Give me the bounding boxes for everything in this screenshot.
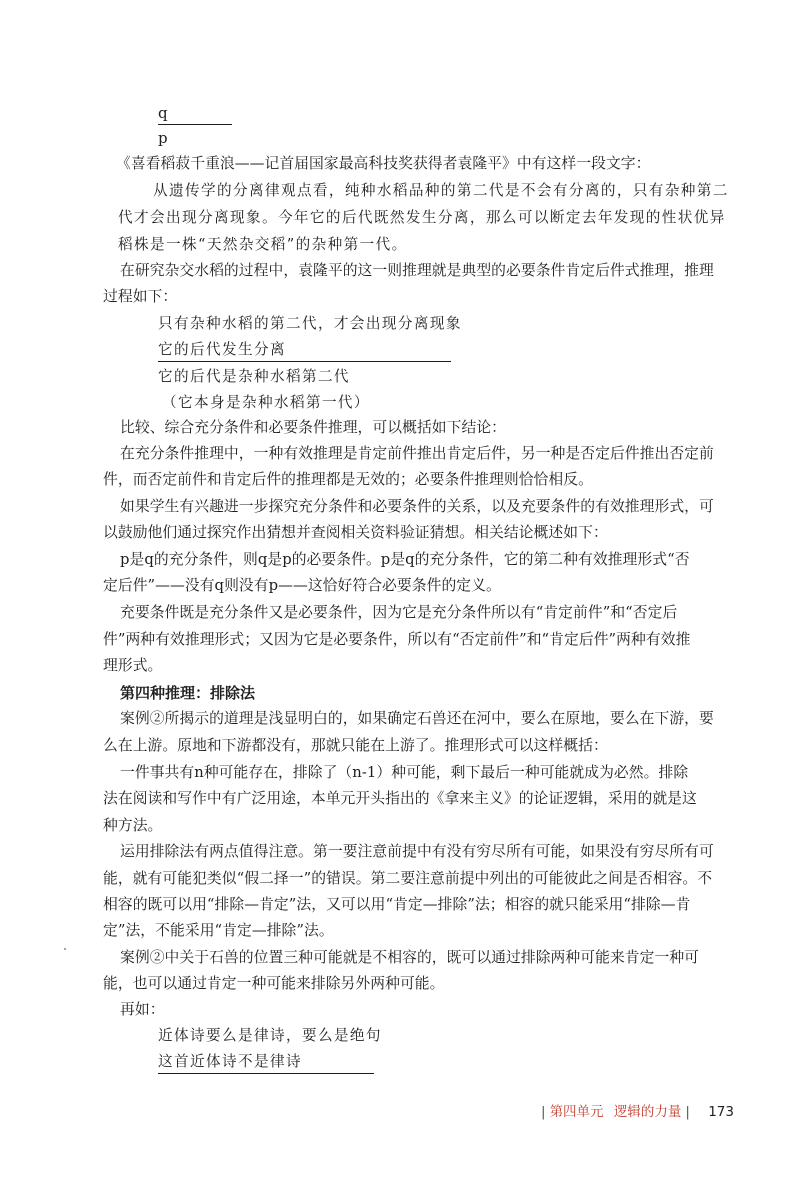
section-heading: 第四种推理：排除法 — [120, 684, 256, 702]
para9-line-1: 运用排除法有两点值得注意。第一要注意前提中有没有穷尽所有可能，如果没有穷尽所有可 — [120, 843, 714, 860]
para11: 再如： — [120, 1001, 165, 1018]
syllogism1-note: （它本身是杂种水稻第一代） — [162, 394, 370, 411]
para4-line-2: 以鼓励他们通过探究作出猜想并查阅相关资料验证猜想。相关结论概述如下： — [103, 524, 608, 541]
para1-line-2: 过程如下： — [103, 288, 178, 305]
para3-line-2: 件，而否定前件和肯定后件的推理都是无效的；必要条件推理则恰恰相反。 — [103, 471, 593, 488]
syllogism2-minor-premise: 这首近体诗不是律诗 — [158, 1052, 374, 1074]
para10-line-2: 能，也可以通过肯定一种可能来排除另外两种可能。 — [103, 975, 445, 992]
quote-line-1: 从遗传学的分离律观点看，纯种水稻品种的第二代是不会有分离的，只有杂种第二 — [153, 182, 729, 199]
quote-line-2: 代才会出现分离现象。今年它的后代既然发生分离，那么可以断定去年发现的性状优异 — [118, 209, 726, 226]
para6-line-1: 充要条件既是充分条件又是必要条件，因为它是充分条件所以有“肯定前件”和“否定后 — [120, 604, 678, 621]
para1-line-1: 在研究杂交水稻的过程中，袁隆平的这一则推理就是典型的必要条件肯定后件式推理，推理 — [120, 262, 714, 279]
source-title-line: 《喜看稻菽千重浪——记首届国家最高科技奖获得者袁隆平》中有这样一段文字： — [116, 155, 651, 172]
syllogism1-minor-premise: 它的后代发生分离 — [158, 340, 451, 362]
syllogism1-major-premise: 只有杂种水稻的第二代，才会出现分离现象 — [158, 315, 462, 332]
para5-line-2: 定后件”——没有q则没有p——这恰好符合必要条件的定义。 — [103, 577, 501, 594]
page-number: 173 — [708, 1104, 734, 1120]
para8-line-2: 法在阅读和写作中有广泛用途，本单元开头指出的《拿来主义》的论证逻辑，采用的就是这 — [103, 790, 697, 807]
scan-speck — [64, 948, 66, 950]
syllogism2-major-premise: 近体诗要么是律诗，要么是绝句 — [158, 1027, 382, 1044]
para6-line-2: 件”两种有效推理形式；又因为它是必要条件，所以有“否定前件”和“肯定后件”两种有效推 — [103, 631, 691, 648]
para8-line-1: 一件事共有n种可能存在，排除了（n-1）种可能，剩下最后一种可能就成为必然。排除 — [120, 764, 689, 781]
para7-line-2: 么在上游。原地和下游都没有，那就只能在上游了。推理形式可以这样概括： — [103, 737, 608, 754]
para6-line-3: 理形式。 — [103, 657, 163, 674]
para5-line-1: p是q的充分条件，则q是p的必要条件。p是q的充分条件，它的第二种有效推理形式“否 — [120, 551, 690, 568]
footer-unit: 第四单元 — [549, 1104, 604, 1120]
para9-line-4: 定”法，不能采用“肯定—排除”法。 — [103, 922, 334, 939]
footer-divider-left: | — [541, 1104, 546, 1120]
para4-line-1: 如果学生有兴趣进一步探究充分条件和必要条件的关系，以及充要条件的有效推理形式，可 — [120, 498, 714, 515]
syllogism-p-line: p — [158, 129, 168, 147]
para2: 比较、综合充分条件和必要条件推理，可以概括如下结论： — [120, 419, 507, 436]
page-footer — [537, 1100, 734, 1120]
para9-line-3: 相容的既可以用“排除—肯定”法，又可以用“肯定—排除”法；相容的就只能采用“排除—肯 — [103, 896, 691, 913]
quote-line-3: 稻株是一株“天然杂交稻”的杂种第一代。 — [118, 236, 408, 253]
syllogism-q-line: q — [158, 103, 232, 125]
para3-line-1: 在充分条件推理中，一种有效推理是肯定前件推出肯定后件，另一种是否定后件推出否定前 — [120, 445, 714, 462]
syllogism1-conclusion: 它的后代是杂种水稻第二代 — [158, 368, 350, 385]
footer-title: 逻辑的力量 — [613, 1104, 682, 1120]
footer-divider-right: | — [685, 1104, 690, 1120]
para9-line-2: 能，就有可能犯类似“假二择一”的错误。第二要注意前提中列出的可能彼此之间是否相容。不 — [103, 870, 713, 887]
para7-line-1: 案例②所揭示的道理是浅显明白的，如果确定石兽还在河中，要么在原地，要么在下游，要 — [120, 710, 714, 727]
para8-line-3: 种方法。 — [103, 817, 163, 834]
para10-line-1: 案例②中关于石兽的位置三种可能就是不相容的，既可以通过排除两种可能来肯定一种可 — [120, 949, 700, 966]
